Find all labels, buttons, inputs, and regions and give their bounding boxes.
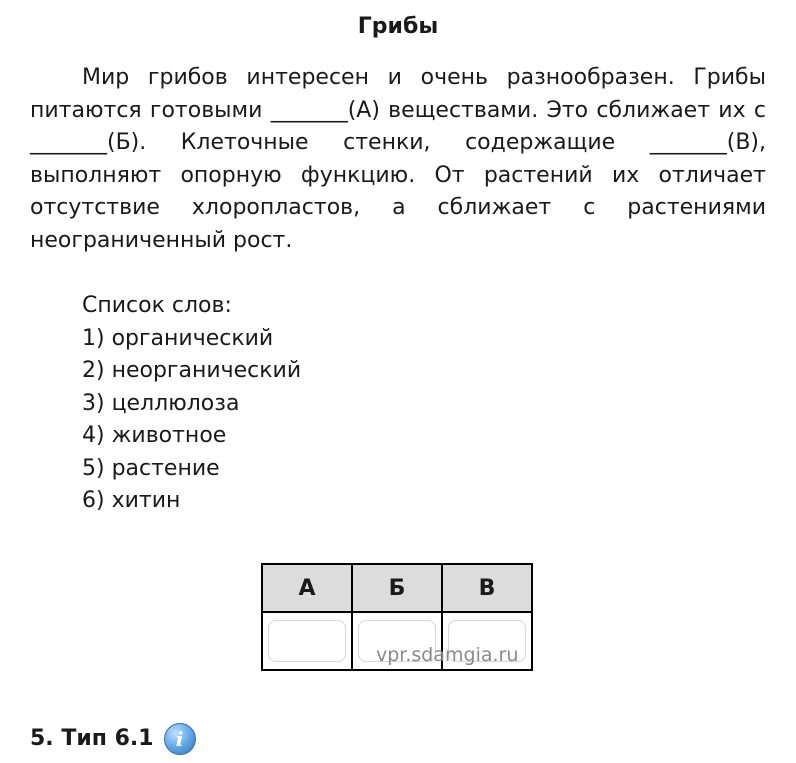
word-list-heading: Список слов: — [82, 293, 232, 318]
answer-cell-a — [262, 612, 352, 670]
answer-header-b: Б — [352, 564, 442, 612]
answer-header-a: А — [262, 564, 352, 612]
next-task-header — [30, 722, 196, 756]
word-list-item: 2) неорганический — [82, 358, 302, 383]
word-list-item: 3) целлюлоза — [82, 390, 240, 416]
next-task-label: 5. Тип 6.1 — [30, 726, 154, 751]
answer-header-v: В — [442, 564, 532, 612]
word-list-item: 5) растение — [82, 455, 220, 481]
word-list-item: 6) хитин — [82, 488, 181, 513]
task-paragraph: Мир грибов интересен и очень разнообразен. Грибы питаются готовыми _______(А) веществами. Это сближает их с _______(Б). Клеточные стенки, содержащие _______(В), выполняют опорную функцию. От растений их отличает отсутствие хлоропластов, а сближает с растениями неограниченный рост. — [30, 65, 766, 253]
answer-input-a[interactable] — [268, 620, 346, 662]
word-list-item: 1) органический — [82, 325, 274, 351]
watermark: vpr.sdamgia.ru — [376, 644, 519, 666]
word-list — [82, 290, 301, 518]
info-icon[interactable]: i — [164, 723, 196, 755]
text-title: Грибы — [357, 14, 439, 39]
word-list-item: 4) животное — [82, 423, 227, 448]
